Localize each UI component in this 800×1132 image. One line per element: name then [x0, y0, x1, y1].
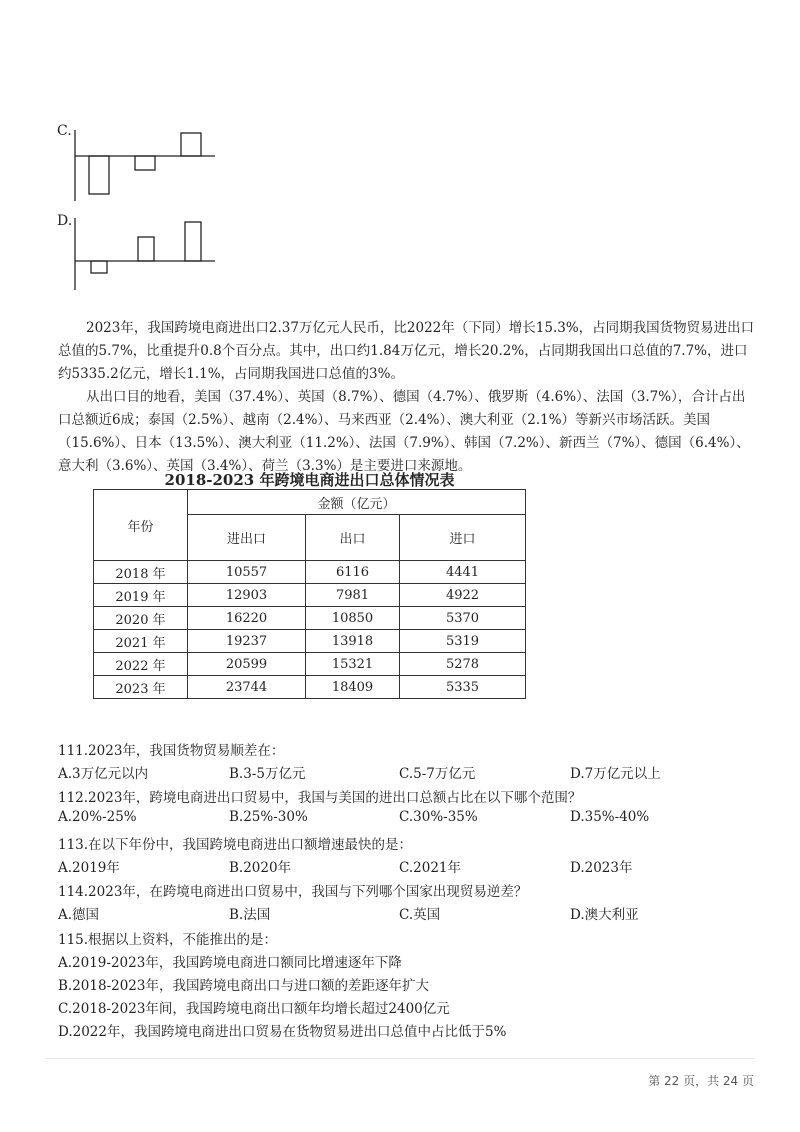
question-115-stem: 115.根据以上资料，不能推出的是： [58, 932, 278, 948]
page-number: 第 22 页，共 24 页 [648, 1074, 754, 1088]
table-title: 2018-2023 年跨境电商进出口总体情况表 [164, 471, 455, 489]
column-header: 进口 [400, 515, 526, 561]
export-cell: 10850 [306, 607, 400, 630]
question-113-stem: 113.在以下年份中，我国跨境电商进出口额增速最快的是： [58, 837, 413, 853]
year-cell: 2022 年 [94, 653, 188, 676]
export-cell: 7981 [306, 584, 400, 607]
question-114-option-c[interactable]: C.英国 [399, 907, 441, 923]
table-row [94, 561, 526, 584]
export-cell: 18409 [306, 676, 400, 699]
question-114-option-a[interactable]: A.德国 [58, 907, 100, 923]
column-header: 进出口 [188, 515, 306, 561]
question-115-option-b[interactable]: B.2018-2023年，我国跨境电商出口与进口额的差距逐年扩大 [58, 978, 429, 994]
option-d-bar-1 [91, 261, 107, 273]
column-header: 出口 [306, 515, 400, 561]
year-cell: 2021 年 [94, 630, 188, 653]
question-114-option-b[interactable]: B.法国 [229, 907, 271, 923]
data-table [93, 489, 526, 699]
question-115-option-a[interactable]: A.2019-2023年，我国跨境电商进口额同比增速逐年下降 [58, 955, 402, 971]
import-cell: 4922 [400, 584, 526, 607]
export-cell: 15321 [306, 653, 400, 676]
passage-paragraph-1: 2023年，我国跨境电商进出口2.37万亿元人民币，比2022年（下同）增长15.3%，占同期我国货物贸易进出口总值的5.7%，比重提升0.8个百分点。其中，出口约1.84万亿元，增长20.2%，占同期我国出口总值的7.7%，进口约5335.2亿元，增长1.1%，占同期我国进口总值的3%。 [58, 320, 755, 382]
option-d-bar-2 [138, 237, 154, 261]
import-cell: 5278 [400, 653, 526, 676]
question-113-option-b[interactable]: B.2020年 [229, 860, 292, 876]
table-row [94, 607, 526, 630]
amount-header: 金额（亿元） [188, 490, 526, 515]
table-row [94, 630, 526, 653]
question-113-option-c[interactable]: C.2021年 [399, 860, 461, 876]
option-c-bar-1 [89, 156, 109, 194]
table-row [94, 653, 526, 676]
question-111-stem: 111.2023年，我国货物贸易顺差在： [58, 743, 285, 759]
footer-divider [45, 1058, 755, 1059]
question-112-option-a[interactable]: A.20%-25% [58, 809, 137, 825]
total-cell: 16220 [188, 607, 306, 630]
total-cell: 20599 [188, 653, 306, 676]
export-cell: 6116 [306, 561, 400, 584]
import-cell: 5335 [400, 676, 526, 699]
year-cell: 2023 年 [94, 676, 188, 699]
question-112-option-c[interactable]: C.30%-35% [399, 809, 478, 825]
question-111-option-c[interactable]: C.5-7万亿元 [399, 766, 476, 782]
import-cell: 5370 [400, 607, 526, 630]
question-115-option-d[interactable]: D.2022年，我国跨境电商进出口贸易在货物贸易进出口总值中占比低于5% [58, 1024, 507, 1040]
question-111-option-a[interactable]: A.3万亿元以内 [58, 766, 149, 782]
year-cell: 2020 年 [94, 607, 188, 630]
total-cell: 12903 [188, 584, 306, 607]
option-d-bar-3 [185, 222, 201, 261]
import-cell: 5319 [400, 630, 526, 653]
question-114-option-d[interactable]: D.澳大利亚 [570, 907, 639, 923]
table-row [94, 584, 526, 607]
question-113-option-d[interactable]: D.2023年 [570, 860, 633, 876]
question-113-option-a[interactable]: A.2019年 [58, 860, 120, 876]
passage [58, 317, 758, 478]
export-cell: 13918 [306, 630, 400, 653]
year-cell: 2018 年 [94, 561, 188, 584]
year-cell: 2019 年 [94, 584, 188, 607]
question-112-option-b[interactable]: B.25%-30% [229, 809, 308, 825]
option-d-label: D. [57, 213, 73, 229]
question-114-stem: 114.2023年，在跨境电商进出口贸易中，我国与下列哪个国家出现贸易逆差？ [58, 884, 528, 900]
option-c-bar-3 [181, 133, 201, 156]
import-cell: 4441 [400, 561, 526, 584]
year-header: 年份 [94, 490, 188, 561]
total-cell: 19237 [188, 630, 306, 653]
question-115-option-c[interactable]: C.2018-2023年间，我国跨境电商出口额年均增长超过2400亿元 [58, 1001, 450, 1017]
question-112-option-d[interactable]: D.35%-40% [570, 809, 650, 825]
question-111-option-d[interactable]: D.7万亿元以上 [570, 766, 661, 782]
option-d-diagram [60, 212, 220, 292]
question-111-option-b[interactable]: B.3-5万亿元 [229, 766, 306, 782]
table-row [94, 676, 526, 699]
total-cell: 10557 [188, 561, 306, 584]
question-112-stem: 112.2023年，跨境电商进出口贸易中，我国与美国的进出口总额占比在以下哪个范围？ [58, 790, 582, 806]
option-c-diagram [60, 125, 220, 205]
passage-paragraph-2: 从出口目的地看，美国（37.4%）、英国（8.7%）、德国（4.7%）、俄罗斯（4.6%）、法国（3.7%），合计占出口总额近6成；泰国（2.5%）、越南（2.4%）、马来西亚（2.4%）、澳大利亚（2.1%）等新兴市场活跃。美国（15.6%）、日本（13.5%）、澳大利亚（11.2%）、法国（7.9%）、韩国（7.2%）、新西兰（7%）、德国（6.4%）、意大利（3.6%）、英国（3.4%）、荷兰（3.3%）是主要进口来源地。 [58, 389, 750, 474]
option-c-bar-2 [135, 156, 155, 170]
total-cell: 23744 [188, 676, 306, 699]
option-c-label: C. [57, 123, 72, 139]
